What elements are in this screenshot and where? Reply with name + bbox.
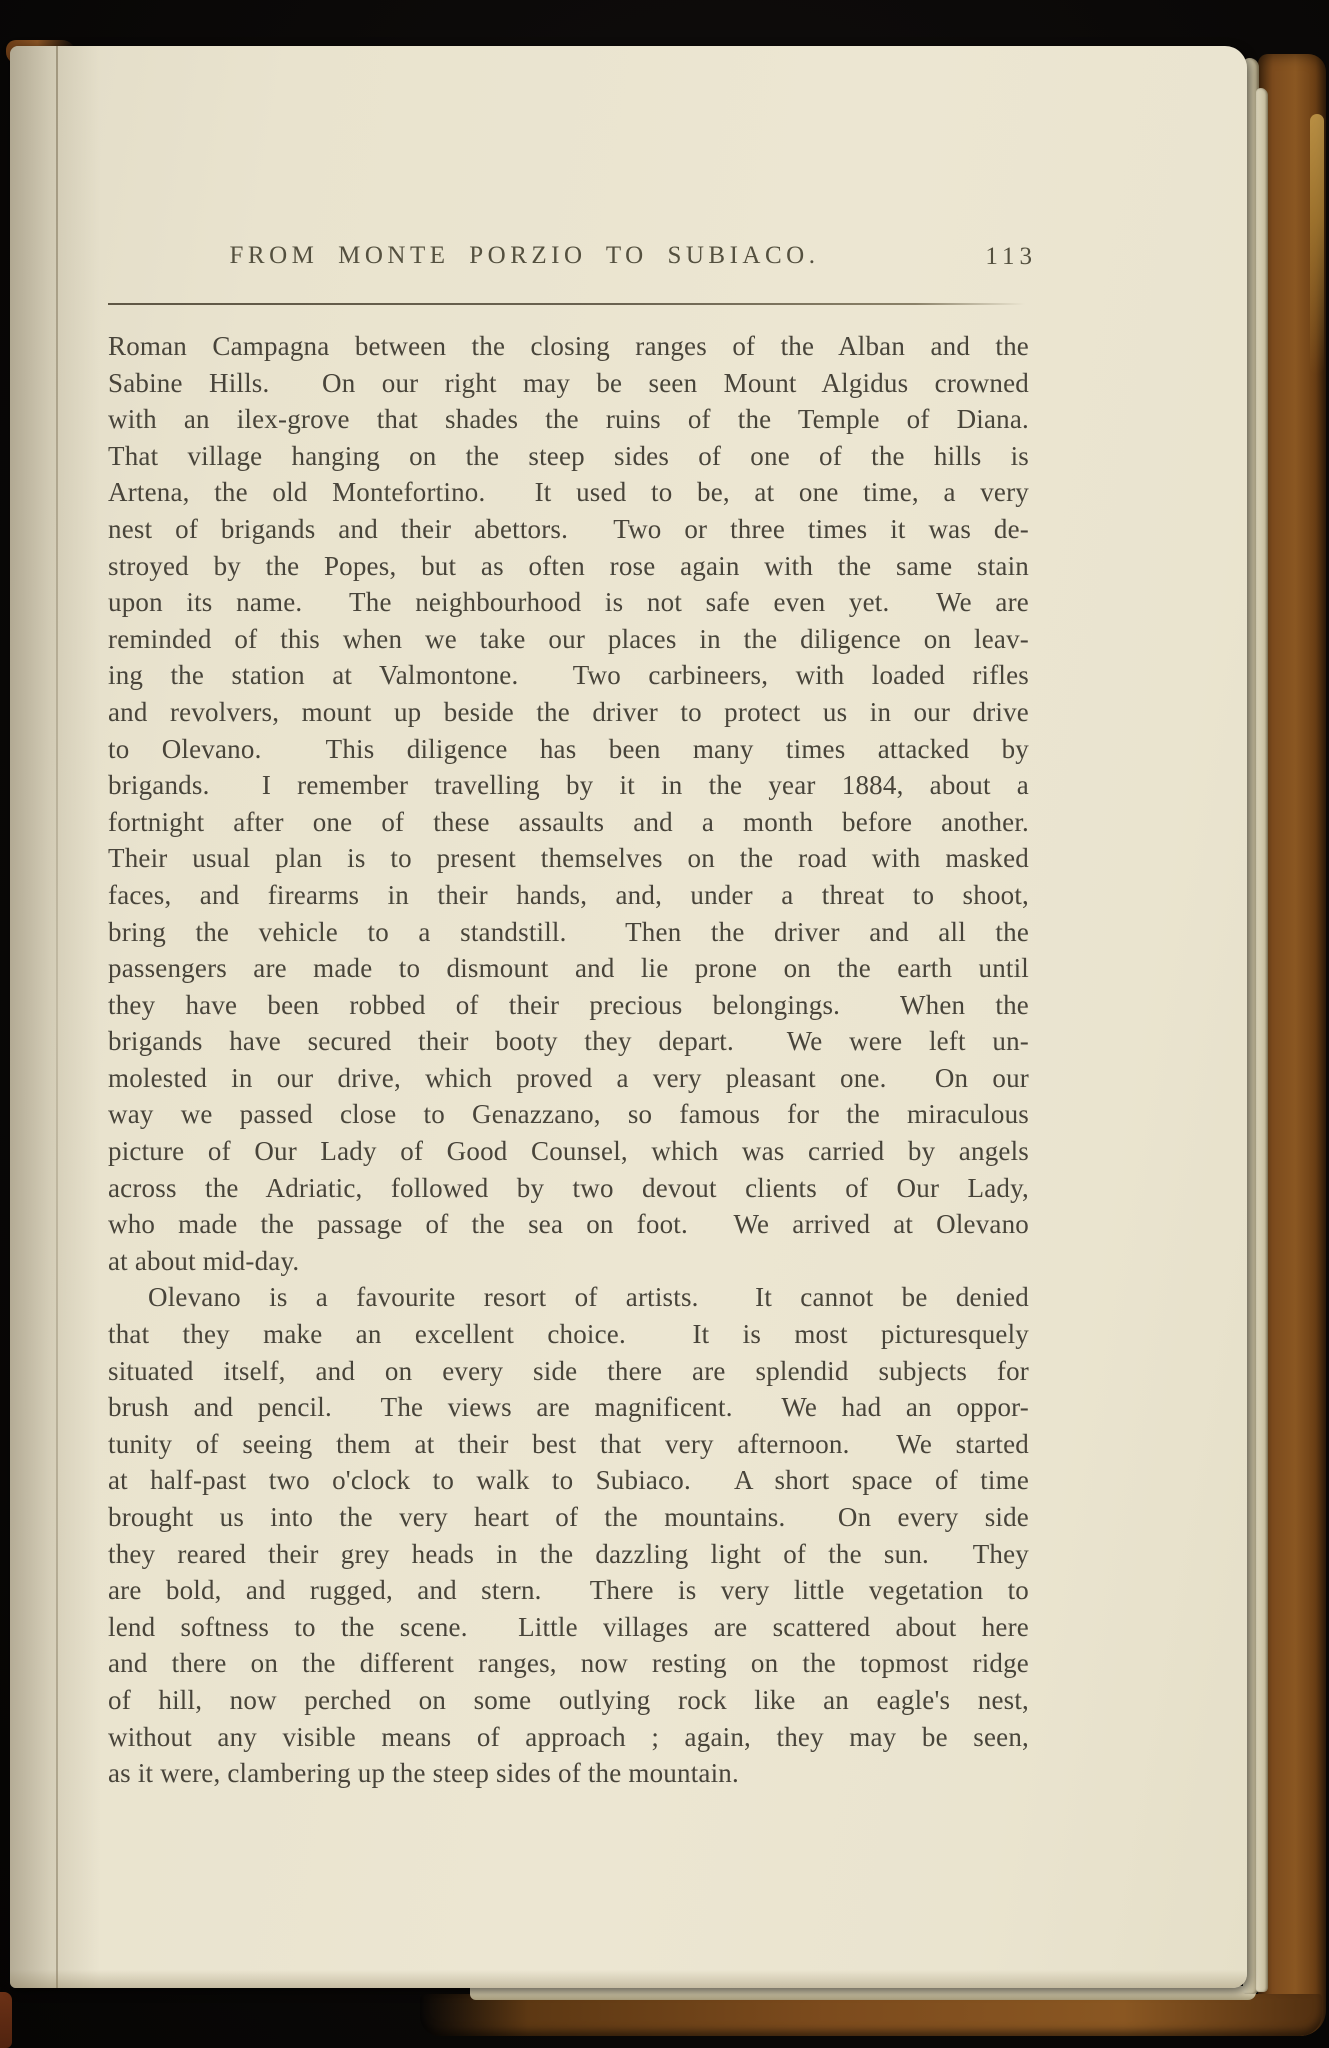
text-line: Artena, the old Montefortino. It used to be, at one time, a very <box>108 477 1029 508</box>
text-line: without any visible means of approach ; again, they may be seen, <box>108 1721 1029 1752</box>
text-line: nest of brigands and their abettors. Two or three times it was de- <box>108 513 1029 544</box>
gutter-crease <box>56 46 58 1988</box>
binding-fragment-bottom-left <box>0 1992 12 2048</box>
book-page <box>10 46 1247 1988</box>
text-line: at about mid-day. <box>108 1245 300 1276</box>
text-line: upon its name. The neighbourhood is not safe even yet. We are <box>108 587 1029 618</box>
page-stack-fore-edge <box>1256 88 1268 1992</box>
text-line: fortnight after one of these assaults and a month before another. <box>108 806 1029 837</box>
text-line: Their usual plan is to present themselves on the road with masked <box>108 843 1029 874</box>
text-line: Olevano is a favourite resort of artists. It cannot be denied <box>148 1282 1029 1313</box>
header-rule <box>108 303 1025 305</box>
text-line: and there on the different ranges, now resting on the topmost ridge <box>108 1648 1029 1679</box>
text-line: Roman Campagna between the closing ranges of the Alban and the <box>108 331 1029 361</box>
text-line: brigands. I remember travelling by it in the year 1884, about a <box>108 770 1029 801</box>
chapter-title: FROM MONTE PORZIO TO SUBIACO. <box>229 242 820 269</box>
text-line: molested in our drive, which proved a very pleasant one. On our <box>108 1062 1029 1093</box>
gutter-shadow <box>10 46 100 1988</box>
book-cover-right-edge <box>1258 54 1326 2036</box>
leather-wear-mark <box>1310 114 1324 374</box>
text-line: tunity of seeing them at their best that very afternoon. We started <box>108 1428 1029 1459</box>
text-line: faces, and firearms in their hands, and, under a threat to shoot, <box>108 879 1029 910</box>
text-line: who made the passage of the sea on foot. We arrived at Olevano <box>108 1209 1029 1240</box>
text-line: Sabine Hills. On our right may be seen Mount Algidus crowned <box>108 367 1029 398</box>
text-line: ing the station at Valmontone. Two carbineers, with loaded rifles <box>108 660 1029 691</box>
text-line: reminded of this when we take our places in the diligence on leav- <box>108 623 1029 654</box>
text-line: to Olevano. This diligence has been many times attacked by <box>108 733 1029 764</box>
text-line: they have been robbed of their precious belongings. When the <box>108 989 1029 1020</box>
text-line: passengers are made to dismount and lie prone on the earth until <box>108 953 1029 984</box>
text-line: brigands have secured their booty they depart. We were left un- <box>108 1026 1029 1057</box>
page-bottom-shadow <box>10 1970 1247 1988</box>
text-line: that they make an excellent choice. It is most picturesquely <box>108 1319 1029 1350</box>
text-line: they reared their grey heads in the dazzling light of the sun. They <box>108 1538 1029 1569</box>
book-cover-bottom-edge <box>420 1994 1322 2036</box>
text-line: situated itself, and on every side there are splendid subjects for <box>108 1355 1029 1386</box>
text-line: and revolvers, mount up beside the driver to protect us in our drive <box>108 696 1029 727</box>
text-line: brush and pencil. The views are magnificent. We had an oppor- <box>108 1392 1029 1423</box>
page-stack-bottom-edge <box>470 1986 1256 2000</box>
text-line: as it were, clambering up the steep sides of the mountain. <box>108 1758 739 1789</box>
text-line: stroyed by the Popes, but as often rose again with the same stain <box>108 550 1029 581</box>
text-line: bring the vehicle to a standstill. Then the driver and all the <box>108 916 1029 947</box>
text-line: That village hanging on the steep sides of one of the hills is <box>108 440 1029 471</box>
text-line: of hill, now perched on some outlying rock like an eagle's nest, <box>108 1684 1029 1715</box>
text-line: are bold, and rugged, and stern. There is very little vegetation to <box>108 1575 1029 1606</box>
text-line: at half-past two o'clock to walk to Subiaco. A short space of time <box>108 1465 1029 1496</box>
body-text <box>108 328 1029 1792</box>
text-line: with an ilex-grove that shades the ruins of the Temple of Diana. <box>108 404 1029 435</box>
running-header <box>108 242 1037 282</box>
text-line: across the Adriatic, followed by two devout clients of Our Lady, <box>108 1172 1029 1203</box>
page-number: 113 <box>985 243 1037 270</box>
text-line: brought us into the very heart of the mountains. On every side <box>108 1502 1029 1532</box>
text-line: picture of Our Lady of Good Counsel, which was carried by angels <box>108 1136 1029 1167</box>
text-line: way we passed close to Genazzano, so famous for the miraculous <box>108 1099 1029 1130</box>
text-line: lend softness to the scene. Little villages are scattered about here <box>108 1611 1029 1642</box>
